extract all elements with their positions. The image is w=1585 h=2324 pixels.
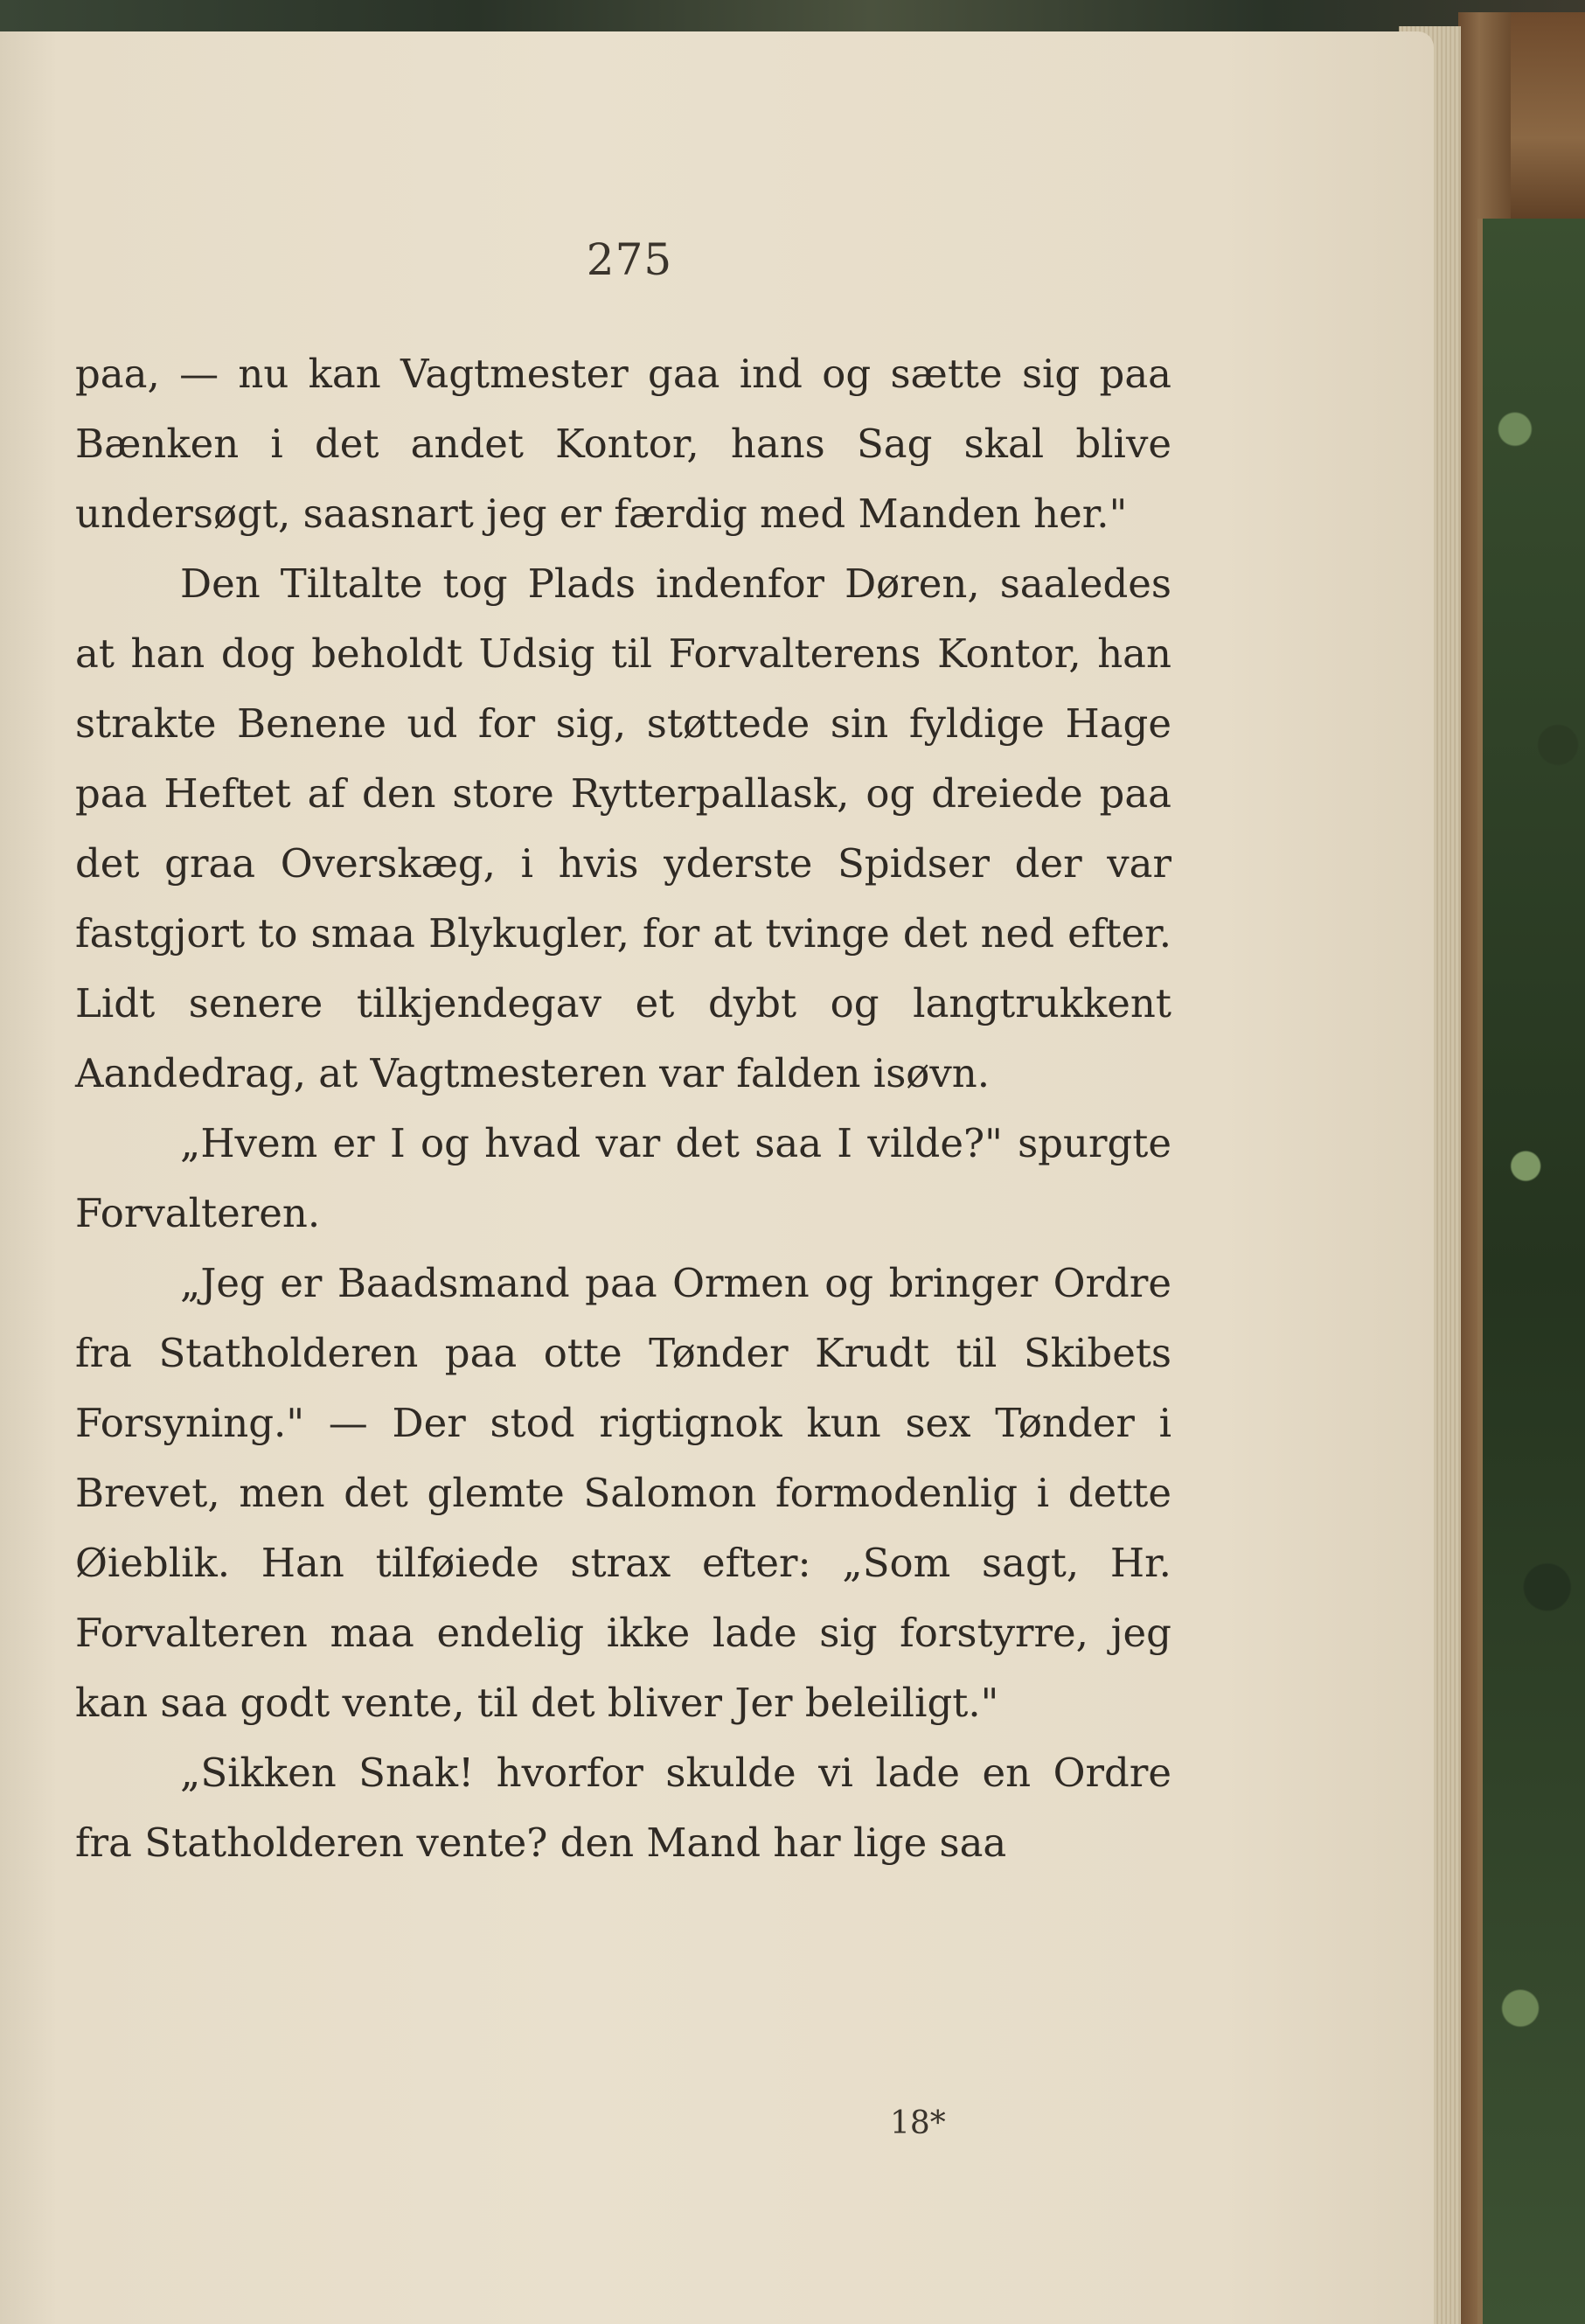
paragraph-3: „Hvem er I og hvad var det saa I vilde?" spurgte Forvalteren. — [75, 1120, 1171, 1236]
body-text — [75, 339, 1171, 1878]
paragraph-2: Den Tiltalte tog Plads indenfor Døren, saaledes at han dog beholdt Udsig til Forvalterens Kontor, han strakte Benene ud for sig, støttede sin fyldige Hage paa Heftet af den store Rytterpallask, og dreiede paa det graa Overskæg, i hvis yderste Spidser der var fastgjort to smaa Blykugler, for at tvinge det ned efter. Lidt senere tilkjendegav et dybt og langtrukkent Aandedrag, at Vagtmesteren var falden isøvn. — [75, 560, 1171, 1096]
paragraph-1: paa, — nu kan Vagtmester gaa ind og sætte sig paa Bænken i det andet Kontor, hans Sag skal blive undersøgt, saasnart jeg er færdig med Manden her." — [75, 351, 1171, 537]
signature-mark: 18* — [890, 2105, 946, 2141]
paragraph-5: „Sikken Snak! hvorfor skulde vi lade en Ordre fra Statholderen vente? den Mand har lige saa — [75, 1750, 1171, 1866]
paragraph-4: „Jeg er Baadsmand paa Ormen og bringer Ordre fra Statholderen paa otte Tønder Krudt til Skibets Forsyning." — Der stod rigtignok kun sex Tønder i Brevet, men det glemte Salomon formodenlig i dette Øieblik. Han tilføiede strax efter: „Som sagt, Hr. Forvalteren maa endelig ikke lade sig forstyrre, jeg kan saa godt vente, til det bliver Jer beleiligt." — [75, 1260, 1171, 1726]
marbled-cover — [1477, 219, 1585, 2324]
page-number: 275 — [586, 234, 673, 285]
